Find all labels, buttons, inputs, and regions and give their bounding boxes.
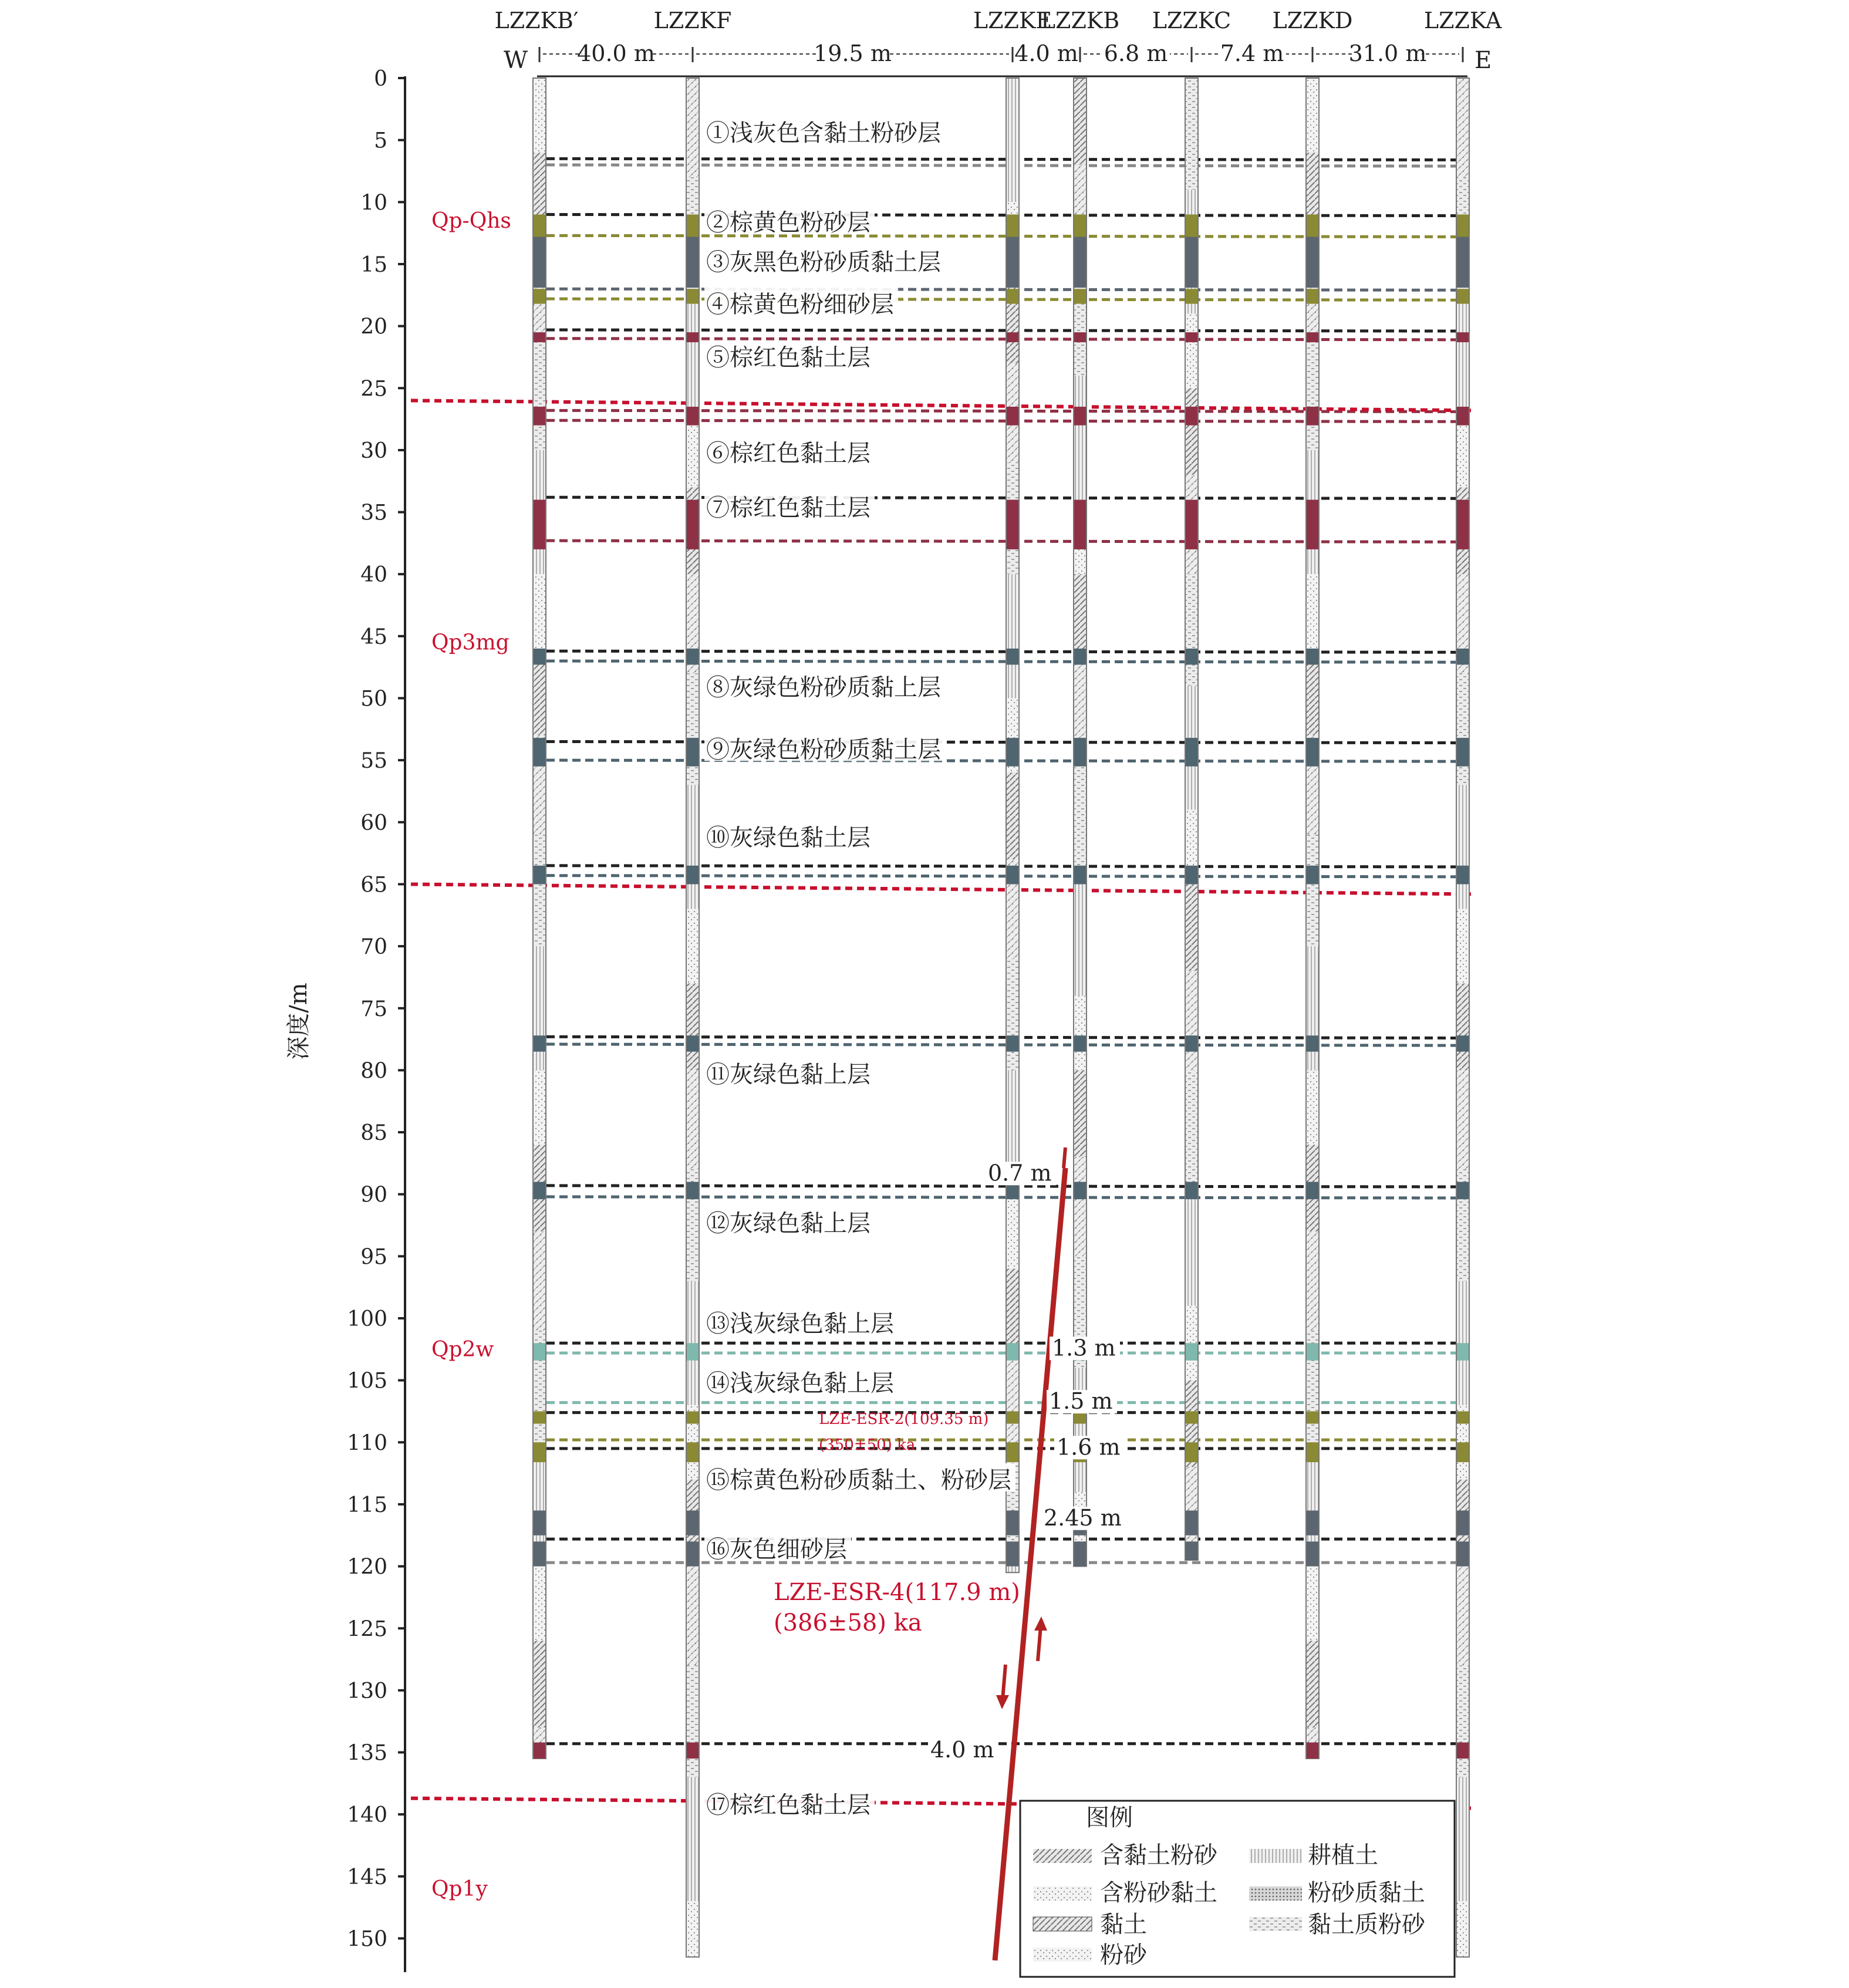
borehole-lithology-segment [1185,884,1198,971]
borehole-marker-band [1007,1035,1018,1051]
svg-text:粉砂质黏土: 粉砂质黏土 [1308,1879,1425,1906]
borehole-lithology-segment [533,946,546,1070]
borehole-marker-band [1074,214,1086,237]
borehole-marker-band [1457,1442,1469,1462]
borehole-lithology-segment [686,78,699,177]
layer-label: ④棕黄色粉细砂层 [706,291,894,318]
borehole-lithology-segment [533,835,546,946]
layer-label: ⑮棕黄色粉砂质黏土、粉砂层 [706,1466,1011,1494]
borehole-marker-band [1074,1182,1086,1200]
borehole-lithology-segment [686,1777,699,1901]
borehole-marker-band [1007,237,1018,288]
borehole-name: LZZKB [1040,8,1120,33]
borehole-marker-band [1307,738,1318,767]
borehole-marker-band [687,1511,699,1535]
borehole-lithology-segment [1006,574,1019,698]
borehole-marker-band [1307,866,1318,885]
depth-tick-label: 50 [360,687,387,711]
borehole-lithology-segment [1456,78,1469,177]
legend-title: 图例 [1086,1804,1133,1831]
borehole-marker-band [687,649,699,664]
borehole-columns [533,78,1469,1957]
borehole-lithology-segment [1074,1070,1087,1157]
borehole-marker-band [534,1511,545,1535]
depth-tick-label: 15 [360,252,387,277]
borehole-marker-band [1457,1511,1469,1535]
borehole-marker-band [1457,1182,1469,1200]
offset-label: 1.6 m [1057,1434,1121,1460]
borehole-lithology-segment [1006,958,1019,1070]
borehole-marker-band [1457,866,1469,885]
borehole-column [533,78,546,1759]
borehole-marker-band [687,499,699,549]
borehole-marker-band [1307,1035,1318,1051]
borehole-lithology-segment [1306,1567,1319,1641]
borehole-marker-band [1007,866,1018,885]
svg-text:黏土: 黏土 [1100,1911,1147,1938]
depth-tick-label: 80 [360,1059,387,1084]
borehole-marker-band [1457,1411,1469,1423]
borehole-marker-band [1307,289,1318,303]
borehole-marker-band [1074,649,1086,664]
borehole-marker-band [1307,649,1318,664]
sample-2-age: (386±58) ka [774,1609,922,1636]
borehole-lithology-segment [1456,289,1469,413]
borehole-marker-band [534,214,545,237]
borehole-marker-band [1074,866,1086,885]
borehole-name: LZZKB′ [494,8,579,33]
borehole-column [1456,78,1469,1957]
borehole-marker-band [534,1182,545,1200]
depth-tick-label: 30 [360,438,387,463]
borehole-lithology-segment [1185,388,1198,475]
borehole-marker-band [1186,1541,1197,1560]
borehole-lithology-segment [1185,1070,1198,1182]
offset-label: 1.5 m [1049,1388,1113,1415]
borehole-marker-band [534,1411,545,1423]
borehole-lithology-segment [1185,574,1198,686]
borehole-marker-band [1457,407,1469,426]
sample-1-age: (350±50) ka [819,1436,916,1454]
layer-label: ⑬浅灰绿色黏上层 [706,1310,894,1338]
borehole-marker-band [1457,332,1469,342]
borehole-lithology-segment [1074,574,1087,661]
borehole-marker-band [1457,214,1469,237]
borehole-lithology-segment [1456,785,1469,909]
strata-unit-label: Qp2w [431,1337,494,1362]
borehole-marker-band [1307,1743,1318,1759]
borehole-lithology-segment [686,909,699,984]
borehole-lithology-segment [1006,1567,1019,1573]
borehole-lithology-segment [1074,1368,1087,1492]
borehole-lithology-segment [1185,971,1198,1070]
borehole-marker-band [1007,499,1018,549]
borehole-name: LZZKF [653,8,732,33]
borehole-marker-band [687,1035,699,1051]
offset-label: 4.0 m [930,1736,994,1763]
offset-label: 2.45 m [1044,1504,1122,1531]
depth-tick-label: 145 [347,1865,387,1889]
borehole-marker-band [1186,1511,1197,1535]
borehole-marker-band [534,499,545,549]
borehole-lithology-segment [1456,673,1469,785]
borehole-lithology-segment [1306,1641,1319,1727]
depth-tick-label: 150 [347,1927,387,1952]
spacing-label: 40.0 m [577,40,655,66]
borehole-marker-band [1457,649,1469,664]
borehole-lithology-segment [1306,1070,1319,1145]
depth-tick-label: 65 [360,873,387,897]
borehole-lithology-segment [1306,946,1319,1070]
borehole-marker-band [1186,866,1197,885]
borehole-marker-band [1307,499,1318,549]
layer-label: ⑤棕红色黏土层 [706,344,870,372]
borehole-lithology-segment [1456,909,1469,984]
borehole-lithology-segment [1306,574,1319,649]
borehole-name: LZZKC [1152,8,1231,33]
depth-tick-label: 5 [374,129,387,153]
svg-text:含粉砂黏土: 含粉砂黏土 [1100,1879,1217,1906]
depth-tick-label: 90 [360,1183,387,1207]
borehole-marker-band [534,738,545,767]
borehole-marker-band [1186,1182,1197,1200]
borehole-lithology-segment [1185,1182,1198,1306]
depth-tick-label: 125 [347,1617,387,1642]
borehole-lithology-segment [1006,772,1019,859]
depth-tick-label: 100 [347,1307,387,1331]
borehole-marker-band [1186,1411,1197,1423]
svg-text:含黏土粉砂: 含黏土粉砂 [1100,1842,1217,1869]
depth-tick-label: 60 [360,811,387,835]
borehole-marker-band [1186,1035,1197,1051]
borehole-lithology-segment [1185,78,1198,190]
borehole-marker-band [1074,738,1086,767]
borehole-marker-band [687,1442,699,1462]
strata-unit-labels [431,209,511,1901]
layer-label: ③灰黑色粉砂质黏土层 [706,248,941,276]
borehole-marker-band [687,1411,699,1423]
borehole-marker-band [687,1743,699,1759]
svg-text:耕植土: 耕植土 [1308,1842,1378,1869]
borehole-marker-band [534,289,545,303]
borehole-column [1306,78,1319,1759]
depth-tick-label: 120 [347,1555,387,1579]
borehole-name: LZZKD [1272,8,1353,33]
borehole-marker-band [1457,237,1469,288]
borehole-marker-band [1186,237,1197,288]
spacing-label: 31.0 m [1348,40,1427,66]
depth-tick-label: 130 [347,1679,387,1703]
borehole-column [1006,78,1019,1572]
west-label: W [504,47,528,74]
sample-2-id: LZE-ESR-4(117.9 m) [774,1579,1020,1606]
borehole-lithology-segment [533,1231,546,1331]
borehole-name: LZZKA [1423,8,1502,33]
borehole-lithology-segment [1074,760,1087,872]
borehole-marker-band [1307,407,1318,426]
borehole-marker-band [534,332,545,342]
layer-label: ⑥棕红色黏土层 [706,440,870,467]
borehole-marker-band [1186,289,1197,303]
borehole-lithology-segment [1074,996,1087,1071]
borehole-marker-band [1074,1541,1086,1566]
strata-unit-label: Qp1y [431,1876,488,1901]
borehole-column [686,78,699,1957]
borehole-lithology-segment [533,78,546,153]
borehole-marker-band [1007,289,1018,303]
fault-arrow-down-icon [996,1665,1009,1709]
depth-tick-label: 135 [347,1741,387,1766]
offset-label: 1.3 m [1052,1335,1116,1361]
borehole-marker-band [1307,237,1318,288]
borehole-marker-band [1307,1343,1318,1361]
borehole-marker-band [534,1442,545,1462]
borehole-marker-band [687,332,699,342]
borehole-lithology-segment [533,1567,546,1641]
borehole-marker-band [1307,1182,1318,1200]
sample-1-id: LZE-ESR-2(109.35 m) [819,1410,989,1428]
layer-label: ②棕黄色粉砂层 [706,209,870,237]
layer-label: ⑯灰色细砂层 [706,1536,847,1564]
depth-tick-label: 85 [360,1121,387,1146]
borehole-marker-band [534,237,545,288]
borehole-lithology-segment [686,1901,699,1957]
borehole-lithology-segment [686,289,699,413]
depth-tick-label: 95 [360,1245,387,1270]
borehole-marker-band [1186,499,1197,549]
borehole-lithology-segment [1456,1070,1469,1169]
depth-tick-label: 105 [347,1369,387,1393]
borehole-lithology-segment [1074,872,1087,995]
borehole-marker-band [1007,214,1018,237]
borehole-lithology-segment [1456,1567,1469,1666]
borehole-lithology-segment [1306,1231,1319,1331]
borehole-marker-band [687,1541,699,1566]
esr-samples [774,1410,1020,1636]
borehole-marker-band [1074,332,1086,342]
svg-text:粉砂: 粉砂 [1100,1942,1147,1969]
layer-label: ⑩灰绿色黏土层 [706,824,870,852]
borehole-marker-band [1186,1343,1197,1361]
borehole-marker-band [534,1541,545,1566]
layer-label: ⑦棕红色黏土层 [706,494,870,522]
borehole-marker-band [687,407,699,426]
borehole-header [495,8,1502,76]
borehole-marker-band [1007,1411,1018,1423]
fault-arrow-up-icon [1034,1616,1047,1661]
borehole-marker-band [534,866,545,885]
borehole-marker-band [687,214,699,237]
borehole-marker-band [687,866,699,885]
borehole-marker-band [1007,1343,1018,1361]
borehole-marker-band [1007,649,1018,664]
borehole-marker-band [1007,332,1018,342]
borehole-lithology-segment [1306,78,1319,153]
borehole-marker-band [1074,237,1086,288]
borehole-marker-band [1457,738,1469,767]
borehole-name: LZZKE [973,8,1052,33]
fault-offsets [928,1160,1125,1763]
borehole-lithology-segment [533,339,546,450]
depth-tick-label: 20 [360,315,387,339]
borehole-marker-band [1074,289,1086,303]
borehole-lithology-segment [1074,1157,1087,1256]
borehole-marker-band [1186,407,1197,426]
layer-label: ⑰棕红色黏土层 [706,1791,870,1819]
borehole-lithology-segment [533,1070,546,1145]
borehole-marker-band [1457,499,1469,549]
borehole-lithology-segment [533,574,546,649]
borehole-marker-band [1457,1343,1469,1361]
borehole-marker-band [1307,1442,1318,1462]
strata-unit-label: Qp3mg [431,630,510,655]
borehole-marker-band [1074,499,1086,549]
borehole-marker-band [1186,214,1197,237]
depth-tick-label: 110 [347,1431,387,1456]
depth-tick-label: 25 [360,377,387,401]
layer-label: ⑫灰绿色黏上层 [706,1210,870,1237]
borehole-lithology-segment [686,1070,699,1169]
borehole-marker-band [1457,1541,1469,1566]
borehole-lithology-segment [1306,339,1319,450]
depth-axis-ticks [347,67,405,1952]
offset-label: 0.7 m [988,1160,1052,1186]
layer-label: ⑨灰绿色粉砂质黏土层 [706,736,941,764]
borehole-lithology-segment [1006,78,1019,202]
depth-tick-label: 70 [360,935,387,960]
borehole-lithology-segment [686,1567,699,1666]
borehole-lithology-segment [686,983,699,1070]
borehole-lithology-segment [1074,78,1087,165]
legend [1020,1801,1455,1977]
borehole-lithology-segment [533,1641,546,1727]
strata-unit-label: Qp-Qhs [431,208,511,233]
depth-tick-label: 115 [347,1493,387,1517]
borehole-marker-band [1007,1541,1018,1566]
depth-tick-label: 75 [360,997,387,1021]
depth-tick-label: 55 [360,749,387,774]
layer-label: ①浅灰色含黏土粉砂层 [706,120,941,147]
spacing-label: 19.5 m [814,40,892,66]
borehole-lithology-segment [686,1666,699,1777]
depth-tick-label: 35 [360,501,387,525]
borehole-marker-band [1457,289,1469,303]
borehole-marker-band [687,738,699,767]
svg-text:黏土质粉砂: 黏土质粉砂 [1308,1911,1425,1938]
fault-trace-top-segment [1064,1147,1065,1168]
borehole-marker-band [1074,1035,1086,1051]
borehole-marker-band [687,1182,699,1200]
spacing-label: 6.8 m [1104,40,1168,66]
layer-label: ⑧灰绿色粉砂质黏上层 [706,674,941,701]
depth-tick-label: 40 [360,563,387,588]
borehole-lithology-segment [1456,1666,1469,1777]
borehole-marker-band [534,649,545,664]
borehole-marker-band [1457,1035,1469,1051]
borehole-marker-band [1007,738,1018,767]
borehole-lithology-segment [1074,376,1087,499]
layer-label: ⑪灰绿色黏上层 [706,1061,870,1088]
borehole-marker-band [1307,214,1318,237]
borehole-marker-band [1457,1743,1469,1759]
borehole-marker-band [1007,1511,1018,1535]
depth-tick-label: 140 [347,1803,387,1828]
borehole-marker-band [1307,1411,1318,1423]
borehole-marker-band [1307,332,1318,342]
spacing-label: 4.0 m [1014,40,1078,66]
borehole-lithology-segment [1456,1777,1469,1901]
spacing-label: 7.4 m [1220,40,1284,66]
borehole-marker-band [1186,1442,1197,1462]
borehole-marker-band [1007,407,1018,426]
borehole-marker-band [534,1343,545,1361]
borehole-marker-band [534,1035,545,1051]
depth-tick-label: 10 [360,191,387,215]
depth-axis-label: 深度/m [285,983,312,1060]
borehole-lithology-segment [1185,313,1198,388]
borehole-lithology-segment [686,673,699,785]
depth-tick-label: 45 [360,625,387,649]
borehole-marker-band [1307,1511,1318,1535]
depth-tick-label: 0 [374,67,387,91]
borehole-lithology-segment [1456,1901,1469,1957]
borehole-lithology-segment [1006,1268,1019,1355]
borehole-marker-band [1074,407,1086,426]
borehole-marker-band [687,237,699,288]
borehole-marker-band [1186,332,1197,342]
depth-axis [285,67,405,1972]
east-label: E [1475,47,1492,74]
borehole-marker-band [687,1343,699,1361]
borehole-marker-band [1186,738,1197,767]
borehole-column [1185,78,1198,1560]
layer-label: ⑭浅灰绿色黏上层 [706,1370,894,1398]
borehole-marker-band [687,289,699,303]
borehole-lithology-segment [1306,835,1319,946]
borehole-marker-band [1307,1541,1318,1566]
borehole-lithology-segment [1006,1355,1019,1454]
borehole-marker-band [534,1743,545,1759]
borehole-marker-band [1007,1442,1018,1462]
borehole-lithology-segment [1456,983,1469,1070]
borehole-lithology-segment [686,785,699,909]
borehole-lithology-segment [1006,1194,1019,1269]
borehole-marker-band [1186,649,1197,664]
borehole-marker-band [534,407,545,426]
